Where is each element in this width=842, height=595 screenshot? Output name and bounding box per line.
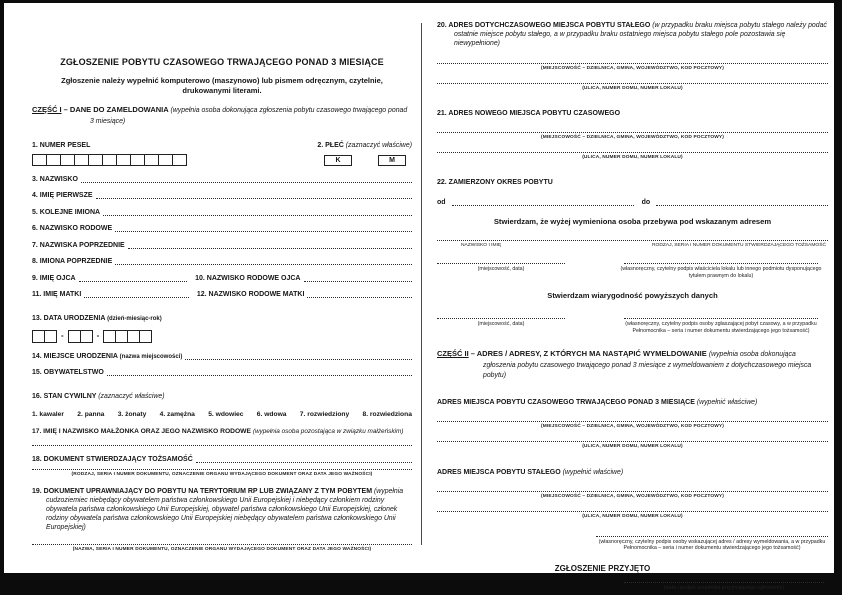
month-box[interactable] — [80, 330, 93, 343]
adres-czasowy-line2 — [437, 151, 828, 160]
year-box[interactable] — [139, 330, 152, 343]
place-date-block — [437, 262, 565, 279]
field-row — [32, 291, 412, 298]
nazwisko-rodowe-ojca-label: 10. NAZWISKO RODOWE OJCA — [195, 274, 301, 282]
nazwisko-rodowe-matki-input-line[interactable] — [307, 296, 412, 298]
part2-adres-staly-input-line2[interactable] — [437, 510, 828, 512]
imiona-poprzednie-label: 8. IMIONA POPRZEDNIE — [32, 258, 113, 265]
field-row — [32, 258, 412, 265]
address-caption1: (MIEJSCOWOŚĆ – DZIELNICA, GMINA, WOJEWÓDZTWO, KOD POCZTOWY) — [540, 135, 725, 140]
part1-title: – DANE DO ZAMELDOWANIA — [61, 105, 171, 114]
dokument-tozsamosc-input-line[interactable] — [196, 461, 412, 463]
pesel-label: 1. NUMER PESEL — [32, 142, 91, 149]
owner-signature-caption: (własnoręczny, czytelny podpis właściciela lokalu lub innego podmiotu dysponującego tytułem prawnym do lokalu) — [620, 266, 822, 279]
part2-adres-staly-note: (wypełnić właściwe) — [562, 468, 624, 476]
okres-pobytu-group — [437, 171, 828, 189]
part2-adres-czasowy-line2 — [437, 440, 828, 449]
part1-note: (wypełnia osoba dokonująca zgłoszenia pobytu czasowego trwającego ponad 3 miesiące) — [90, 107, 408, 125]
pesel-box[interactable] — [144, 154, 159, 166]
part2-adres-czasowy-note: (wypełnić właściwe) — [696, 398, 758, 406]
form-instruction: Zgłoszenie należy wypełnić komputerowo (maszynowo) lub pismem odręcznym, czytelnie, drukowanymi literami. — [61, 76, 383, 95]
confirm-identity-input-line[interactable] — [437, 239, 828, 241]
dokument-pobyt-label: 19. DOKUMENT UPRAWNIAJĄCY DO POBYTU NA TERYTORIUM RP LUB ZWIĄZANY Z TYM POBYTEM — [32, 487, 374, 495]
pesel-box[interactable] — [32, 154, 47, 166]
field-row — [32, 353, 412, 360]
official-signature-caption: (data i podpis urzędnika przyjmującego zgłoszenie) — [663, 585, 785, 592]
okres-pobytu-label: 22. ZAMIERZONY OKRES POBYTU — [437, 179, 553, 186]
deregistration-signature-caption: (własnoręczny, czytelny podpis osoby wskazującej adres / adresy wymeldowania, a w przypadku Pełnomocnika – seria i numer dokumentu stwierdzającego jego tożsamość) — [598, 538, 826, 552]
field-row — [32, 456, 412, 463]
marital-option-zonaty[interactable]: 3. żonaty — [117, 411, 147, 418]
place-date-input-line[interactable] — [437, 262, 565, 264]
official-signature-input-line[interactable] — [624, 581, 824, 583]
name-surname-caption: NAZWISKO I IMIĘ — [461, 243, 502, 248]
part2-adres-staly-line2 — [437, 510, 828, 519]
place-date-caption: (miejscowość, data) — [477, 321, 525, 328]
part1-heading — [32, 105, 412, 126]
sex-group — [317, 134, 412, 166]
form-page — [4, 3, 834, 592]
field-row — [32, 209, 412, 216]
part2-adres-staly-line1 — [437, 490, 828, 499]
imie-matki-label: 11. IMIĘ MATKI — [32, 291, 82, 298]
part2-adres-czasowy-input-line2[interactable] — [437, 440, 828, 442]
place-date-caption: (miejscowość, data) — [477, 266, 525, 272]
malzonek-group — [32, 428, 412, 435]
confirm-identity-line — [437, 239, 828, 248]
field-row — [32, 192, 412, 199]
sex-options — [317, 155, 412, 166]
nazwisko-rodowe-input-line[interactable] — [115, 230, 412, 232]
imie-pierwsze-input-line[interactable] — [96, 197, 412, 199]
marital-option-rozwiedziona[interactable]: 8. rozwiedziona — [362, 411, 412, 418]
adres-staly-input-line1[interactable] — [437, 62, 828, 64]
malzonek-input-line[interactable] — [32, 444, 412, 446]
malzonek-label: 17. IMIĘ I NAZWISKO MAŁŻONKA ORAZ JEGO NAZWISKO RODOWE — [32, 428, 253, 435]
applicant-signature-input-line[interactable] — [624, 317, 818, 319]
adres-czasowy-line1 — [437, 131, 828, 140]
column-divider — [421, 23, 422, 545]
owner-signature-block — [614, 262, 828, 279]
adres-czasowy-input-line1[interactable] — [437, 131, 828, 133]
dokument-pobyt-input-line[interactable] — [32, 543, 412, 545]
dokument-pobyt-group — [32, 487, 412, 532]
adres-staly-group — [437, 21, 828, 48]
pesel-box[interactable] — [158, 154, 173, 166]
pesel-box[interactable] — [60, 154, 75, 166]
owner-signature-input-line[interactable] — [624, 262, 818, 264]
kolejne-imiona-input-line[interactable] — [103, 214, 412, 216]
imie-ojca-label: 9. IMIĘ OJCA — [32, 274, 76, 282]
obywatelstwo-label: 15. OBYWATELSTWO — [32, 369, 104, 376]
miejsce-urodzenia-input-line[interactable] — [185, 358, 412, 360]
od-input-line[interactable] — [452, 204, 634, 206]
do-label: do — [641, 199, 651, 206]
nazwisko-rodowe-matki-label: 12. NAZWISKO RODOWE MATKI — [196, 291, 305, 298]
marital-options — [32, 411, 412, 418]
adres-staly-input-line2[interactable] — [437, 82, 828, 84]
confirm-identity-captions — [437, 243, 828, 248]
sex-checkbox-k[interactable]: K — [324, 155, 352, 166]
adres-czasowy-label: 21. ADRES NOWEGO MIEJSCA POBYTU CZASOWEGO — [437, 110, 621, 117]
imie-pierwsze-label: 4. IMIĘ PIERWSZE — [32, 192, 93, 199]
marital-option-wdowa[interactable]: 6. wdowa — [256, 411, 287, 418]
marital-group — [32, 385, 412, 418]
id-document-caption: RODZAJ, SERIA I NUMER DOKUMENTU STWIERDZAJĄCEGO TOŻSAMOŚĆ — [652, 243, 826, 248]
birthdate-input-boxes[interactable] — [32, 328, 412, 343]
part2-adres-staly-group — [437, 461, 828, 479]
marital-option-panna[interactable]: 2. panna — [77, 411, 105, 418]
sex-label: 2. PŁEĆ — [317, 142, 346, 149]
pesel-box[interactable] — [116, 154, 131, 166]
stan-cywilny-note: (zaznaczyć właściwe) — [98, 393, 165, 400]
marital-option-rozwiedziony[interactable]: 7. rozwiedziony — [299, 411, 350, 418]
address-caption2: (ULICA, NUMER DOMU, NUMER LOKALU) — [582, 443, 683, 449]
owner-signature-row — [437, 262, 828, 279]
adres-czasowy-input-line2[interactable] — [437, 151, 828, 153]
left-column — [32, 57, 412, 552]
part2-adres-czasowy-line1 — [437, 420, 828, 429]
pesel-box[interactable] — [102, 154, 117, 166]
part1-label: CZĘŚĆ I — [32, 105, 62, 114]
pesel-box[interactable] — [88, 154, 103, 166]
address-caption2: (ULICA, NUMER DOMU, NUMER LOKALU) — [582, 513, 683, 519]
imie-ojca-input-line[interactable] — [79, 280, 188, 282]
day-box[interactable] — [44, 330, 57, 343]
pesel-box[interactable] — [172, 154, 187, 166]
adres-staly-note: (w przypadku braku miejsca pobytu stałego należy podać ostatnie miejsce pobytu stałego, a w przypadku braku ostatniego miejsca pobytu stałego pole pozostawia się niewypełnione) — [454, 22, 827, 47]
do-input-line[interactable] — [656, 204, 828, 206]
official-signature-block — [624, 581, 824, 592]
adres-czasowy-group — [437, 102, 828, 120]
dokument-tozsamosc-label: 18. DOKUMENT STWIERDZAJĄCY TOŻSAMOŚĆ — [32, 455, 193, 463]
pesel-box[interactable] — [74, 154, 89, 166]
address-caption1: (MIEJSCOWOŚĆ – DZIELNICA, GMINA, WOJEWÓDZTWO, KOD POCZTOWY) — [540, 493, 725, 499]
pesel-box[interactable] — [46, 154, 61, 166]
pesel-group — [32, 134, 187, 166]
dokument-tozsamosc-input-line2[interactable] — [32, 468, 412, 470]
dokument-pobyt-details — [32, 543, 412, 552]
address-caption2: (ULICA, NUMER DOMU, NUMER LOKALU) — [582, 86, 683, 91]
address-caption1: (MIEJSCOWOŚĆ – DZIELNICA, GMINA, WOJEWÓDZTWO, KOD POCZTOWY) — [540, 423, 725, 429]
data-urodzenia-label: 13. DATA URODZENIA — [32, 315, 108, 322]
field-row — [32, 242, 412, 249]
dokument-pobyt-note: (wypełnia cudzoziemiec niebędący obywatelem państwa członkowskiego Unii Europejskiej i niebędący członkiem rodziny obywatela państwa członkowskiego Unii Europejskiej, obywatel państwa członkowskiego Unii Europejskiej, członek rodziny obywatela państwa członkowskiego Unii Europejskiej niebędący obywatelem państwa członkowskiego Unii Europejskiej) — [46, 487, 404, 531]
part2-label: CZĘŚĆ II — [437, 349, 469, 359]
place-date-input-line[interactable] — [437, 317, 565, 319]
place-date-block — [437, 317, 565, 334]
field-row — [32, 275, 412, 282]
marital-option-kawaler[interactable]: 1. kawaler — [32, 411, 64, 418]
marital-option-zamezna[interactable]: 4. zamężna — [159, 411, 195, 418]
pesel-input-boxes[interactable] — [32, 154, 187, 166]
miejsce-urodzenia-label: 14. MIEJSCE URODZENIA (nazwa miejscowości) — [32, 352, 183, 360]
date-dash: - — [96, 331, 100, 340]
accepted-heading: ZGŁOSZENIE PRZYJĘTO — [554, 564, 651, 574]
okres-pobytu-dates — [437, 199, 828, 206]
address-caption2: (ULICA, NUMER DOMU, NUMER LOKALU) — [582, 155, 683, 160]
nazwisko-input-line[interactable] — [81, 181, 412, 183]
part2-adres-staly-label: ADRES MIEJSCA POBYTU STAŁEGO — [437, 468, 563, 476]
adres-staly-line1 — [437, 62, 828, 71]
imie-matki-input-line[interactable] — [84, 296, 189, 298]
deregistration-signature-input-line[interactable] — [596, 535, 828, 537]
form-title: ZGŁOSZENIE POBYTU CZASOWEGO TRWAJĄCEGO PONAD 3 MIESIĄCE — [60, 57, 384, 67]
field-row — [32, 176, 412, 183]
nazwisko-label: 3. NAZWISKO — [32, 175, 78, 183]
pesel-sex-row — [32, 134, 412, 166]
obywatelstwo-input-line[interactable] — [107, 374, 412, 376]
sex-checkbox-m[interactable]: M — [378, 155, 406, 166]
sex-note: (zaznaczyć właściwe) — [345, 142, 412, 149]
dokument-pobyt-caption: (NAZWA, SERIA I NUMER DOKUMENTU, OZNACZENIE ORGANU WYDAJĄCEGO DOKUMENT ORAZ DATA JEGO WAŻNOŚCI) — [72, 546, 372, 552]
adres-staly-label: 20. ADRES DOTYCHCZASOWEGO MIEJSCA POBYTU STAŁEGO — [437, 22, 653, 29]
applicant-signature-caption: (własnoręczny, czytelny podpis osoby zgłaszającej pobyt czasowy, a w przypadku Pełnomocnika – seria i numer dokumentu stwierdzającego jego tożsamość) — [625, 321, 817, 334]
part2-heading — [437, 349, 828, 381]
part2-adres-czasowy-input-line1[interactable] — [437, 420, 828, 422]
dokument-tozsamosc-details — [32, 468, 412, 477]
adres-staly-line2 — [437, 82, 828, 91]
dokument-tozsamosc-caption: (RODZAJ, SERIA I NUMER DOKUMENTU, OZNACZENIE ORGANU WYDAJĄCEGO DOKUMENT ORAZ DATA JEGO WAŻNOŚCI) — [71, 471, 373, 477]
pesel-box[interactable] — [130, 154, 145, 166]
birthdate-group — [32, 307, 412, 343]
part2-adres-czasowy-group — [437, 391, 828, 409]
malzonek-note: (wypełnia osoba pozostająca w związku małżeńskim) — [252, 428, 404, 435]
imiona-poprzednie-input-line[interactable] — [115, 263, 412, 265]
address-caption1: (MIEJSCOWOŚĆ – DZIELNICA, GMINA, WOJEWÓDZTWO, KOD POCZTOWY) — [540, 66, 725, 71]
stan-cywilny-label: 16. STAN CYWILNY — [32, 393, 99, 400]
field-row — [32, 369, 412, 376]
nazwiska-poprzednie-input-line[interactable] — [128, 247, 412, 249]
part2-adres-staly-input-line1[interactable] — [437, 490, 828, 492]
deregistration-signature-block — [596, 535, 828, 552]
part2-note: (wypełnia osoba dokonująca zgłoszenia pobytu czasowego trwającego ponad 3 miesiące z wymeldowaniem z dotychczasowego miejsca pobytu) — [483, 351, 812, 380]
od-label: od — [437, 199, 446, 206]
part2-adres-czasowy-label: ADRES MIEJSCA POBYTU CZASOWEGO TRWAJĄCEGO PONAD 3 MIESIĄCE — [437, 398, 697, 406]
nazwiska-poprzednie-label: 7. NAZWISKA POPRZEDNIE — [32, 241, 125, 249]
credibility-statement: Stwierdzam wiarygodność powyższych danych — [547, 291, 718, 301]
field-row — [32, 225, 412, 232]
applicant-signature-block — [614, 317, 828, 334]
kolejne-imiona-label: 5. KOLEJNE IMIONA — [32, 208, 101, 216]
marital-option-wdowiec[interactable]: 5. wdowiec — [208, 411, 244, 418]
part2-title: – ADRES / ADRESY, Z KTÓRYCH MA NASTĄPIĆ WYMELDOWANIE — [468, 349, 709, 359]
date-dash: - — [61, 331, 64, 340]
right-column — [437, 21, 828, 592]
nazwisko-rodowe-ojca-input-line[interactable] — [304, 280, 413, 282]
residence-statement: Stwierdzam, że wyżej wymieniona osoba przebywa pod wskazanym adresem — [493, 217, 772, 226]
applicant-signature-row — [437, 317, 828, 334]
nazwisko-rodowe-label: 6. NAZWISKO RODOWE — [32, 225, 113, 232]
data-urodzenia-note: (dzień-miesiąc-rok) — [107, 316, 162, 322]
